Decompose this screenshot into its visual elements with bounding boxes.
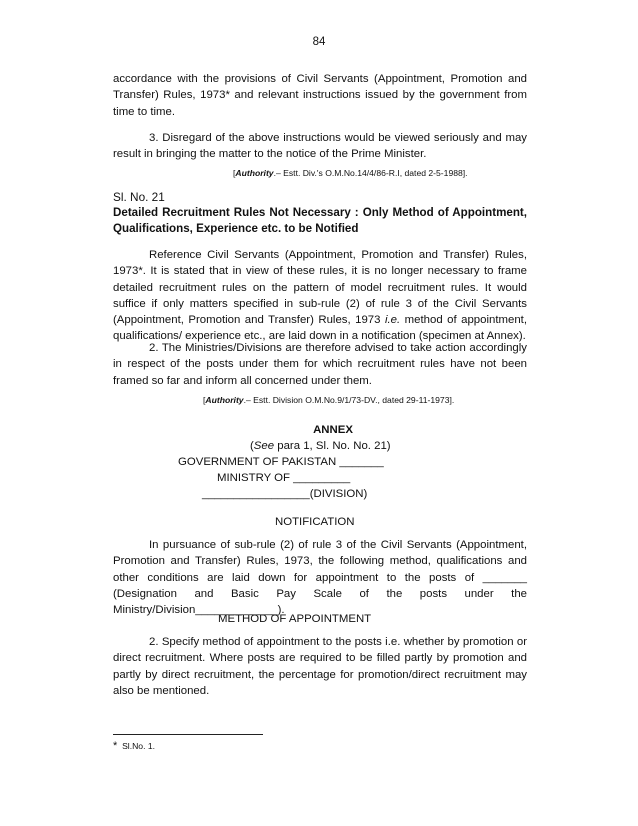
annex-government: GOVERNMENT OF PAKISTAN _______ — [178, 456, 384, 468]
annex-ministry: MINISTRY OF _________ — [217, 472, 351, 484]
footnote-divider — [113, 734, 263, 735]
annex-see-rest: para 1, Sl. No. No. 21) — [274, 440, 391, 452]
footnote — [113, 740, 155, 752]
reference-paragraph — [113, 247, 527, 345]
reference-italic-ie: i.e. — [384, 314, 401, 327]
annex-reference: (See para 1, Sl. No. No. 21) — [250, 440, 391, 452]
notification-title: NOTIFICATION — [275, 516, 355, 528]
authority-label: Authority — [235, 168, 274, 178]
annex-see: See — [253, 440, 275, 452]
authority-text: .– Estt. Div.'s O.M.No.14/4/86-R.I, dated 2-5-1988]. — [273, 168, 468, 178]
continued-paragraph: accordance with the provisions of Civil Servants (Appointment, Promotion and Transfer) Rules, 1973* and relevant instructions issued by the government from time to time. — [113, 73, 527, 118]
notification-paragraph: In pursuance of sub-rule (2) of rule 3 of the Civil Servants (Appointment, Promotion and Transfer) Rules, 1973, the following method, qualifications and other conditions are laid down for appointment to the posts of _______ (Designation and Basic Pay Scale of the posts under the Ministry/Division_____________). — [113, 539, 527, 617]
footnote-asterisk: * — [113, 740, 118, 752]
authority-citation-2: [Authority.– Estt. Division O.M.No.9/1/73-DV., dated 29-11-1973]. — [203, 395, 455, 405]
method-title: METHOD OF APPOINTMENT — [218, 613, 372, 625]
page-number: 84 — [312, 36, 326, 48]
annex-division: _________________(DIVISION) — [202, 488, 368, 500]
reference-text-2: method of appointment, qualifications/ experience etc., are laid down in a notification (specimen at Annex). — [113, 314, 527, 343]
annex-title: ANNEX — [313, 424, 353, 436]
reference-text-1: Reference Civil Servants (Appointment, Promotion and Transfer) Rules, 1973*. It is stated that in view of these rules, it is no longer necessary to frame detailed recruitment rules on the pattern of model recruitment rules. It would suffice if only matters specified in sub-rule (2) of rule 3 of the Civil Servants (Appointment, Promotion and Transfer) Rules, 1973 — [113, 249, 527, 327]
authority-citation-1: [Authority.– Estt. Div.'s O.M.No.14/4/86-R.I, dated 2-5-1988]. — [233, 168, 468, 178]
serial-number: Sl. No. 21 — [113, 190, 165, 204]
section-heading: Detailed Recruitment Rules Not Necessary : Only Method of Appointment, Qualifications, Experience etc. to be Notified — [113, 206, 527, 235]
authority-text: .– Estt. Division O.M.No.9/1/73-DV., dated 29-11-1973]. — [243, 395, 455, 405]
authority-label: Authority — [205, 395, 244, 405]
method-paragraph: 2. Specify method of appointment to the posts i.e. whether by promotion or direct recruitment. Where posts are required to be filled partly by promotion and partly by direct recruitment, the percentage for promotion/direct recruitment may also be mentioned. — [113, 636, 527, 697]
paragraph-2: 2. The Ministries/Divisions are therefore advised to take action accordingly in respect of the posts under them for which recruitment rules have not been framed so far and inform all concerned under them. — [113, 342, 527, 387]
footnote-text: Sl.No. 1. — [122, 741, 156, 751]
paragraph-3: 3. Disregard of the above instructions would be viewed seriously and may result in bringing the matter to the notice of the Prime Minister. — [113, 132, 527, 161]
